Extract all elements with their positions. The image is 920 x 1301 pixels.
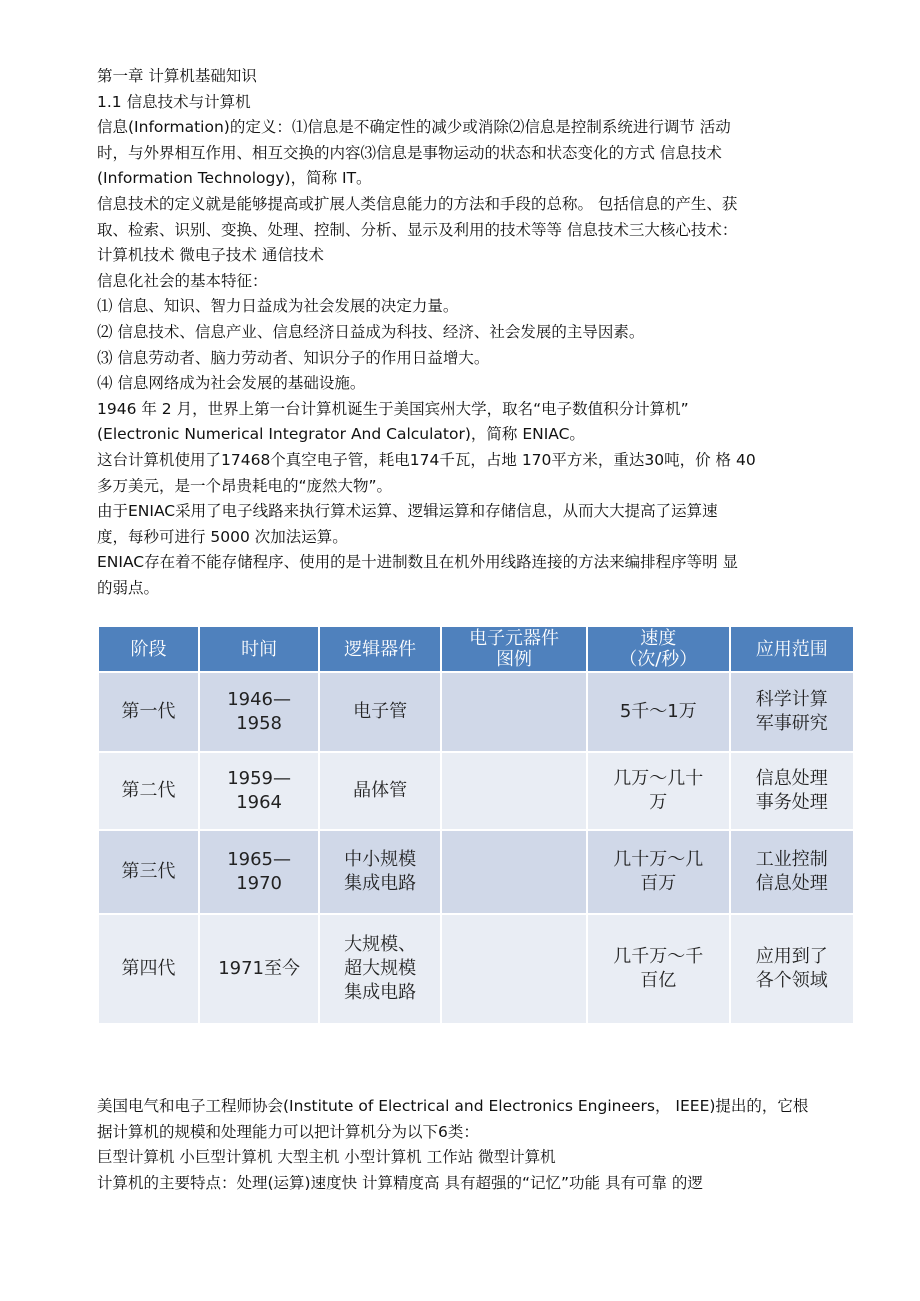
paragraph-line: 1.1 信息技术与计算机 bbox=[97, 92, 251, 111]
paragraph-line: 1946 年 2 月，世界上第一台计算机诞生于美国宾州大学，取名“电子数值积分计算机” bbox=[97, 399, 689, 418]
table-cell: 工业控制 信息处理 bbox=[731, 831, 853, 913]
paragraph-line: 信息化社会的基本特征： bbox=[97, 271, 268, 290]
paragraph-line: ⑶ 信息劳动者、脑力劳动者、知识分子的作用日益增大。 bbox=[97, 348, 490, 367]
paragraph-line: 的弱点。 bbox=[97, 578, 160, 597]
paragraph-line: 信息技术的定义就是能够提高或扩展人类信息能力的方法和手段的总称。 包括信息的产生、获 bbox=[97, 194, 738, 213]
table-cell: 5千～1万 bbox=[588, 673, 729, 751]
table-header-cell: 时间 bbox=[200, 627, 318, 671]
paragraph-line: ⑷ 信息网络成为社会发展的基础设施。 bbox=[97, 374, 366, 393]
table-cell: 晶体管 bbox=[320, 753, 440, 829]
table-cell: 1959— 1964 bbox=[200, 753, 318, 829]
table-cell: 第二代 bbox=[99, 753, 198, 829]
paragraph-line: ⑵ 信息技术、信息产业、信息经济日益成为科技、经济、社会发展的主导因素。 bbox=[97, 322, 645, 341]
table-cell: 信息处理 事务处理 bbox=[731, 753, 853, 829]
table-cell: 几万～几十 万 bbox=[588, 753, 729, 829]
paragraph-line: 据计算机的规模和处理能力可以把计算机分为以下6类： bbox=[97, 1122, 479, 1141]
paragraph-line: ENIAC存在着不能存储程序、使用的是十进制数且在机外用线路连接的方法来编排程序等明 显 bbox=[97, 553, 739, 572]
computer-generations-table bbox=[97, 625, 855, 1025]
paragraph-line: 时，与外界相互作用、相互交换的内容⑶信息是事物运动的状态和状态变化的方式 信息技术 bbox=[97, 143, 722, 162]
paragraph-line: 美国电气和电子工程师协会(Institute of Electrical and Electronics Engineers， IEEE)提出的，它根 bbox=[97, 1097, 809, 1115]
table-cell: 几千万～千 百亿 bbox=[588, 915, 729, 1023]
paragraph-line: 由于ENIAC采用了电子线路来执行算术运算、逻辑运算和存储信息，从而大大提高了运算速 bbox=[97, 502, 718, 521]
paragraph-line: (Electronic Numerical Integrator And Calculator)，简称 ENIAC。 bbox=[97, 425, 585, 444]
table-cell bbox=[442, 915, 586, 1023]
table-header-cell: 应用范围 bbox=[731, 627, 853, 671]
paragraph-line: 取、检索、识别、变换、处理、控制、分析、显示及利用的技术等等 信息技术三大核心技术： bbox=[97, 220, 738, 239]
table-header-cell: 逻辑器件 bbox=[320, 627, 440, 671]
table-cell bbox=[442, 753, 586, 829]
paragraph-line: 多万美元，是一个昂贵耗电的“庞然大物”。 bbox=[97, 476, 393, 495]
table-header-cell: 速度 （次/秒） bbox=[588, 627, 729, 671]
table-row bbox=[99, 831, 853, 913]
table-cell: 1971至今 bbox=[200, 915, 318, 1023]
paragraph-line: 度，每秒可进行 5000 次加法运算。 bbox=[97, 527, 348, 546]
table-header-cell: 电子元器件 图例 bbox=[442, 627, 586, 671]
table-row bbox=[99, 673, 853, 751]
table-header-cell: 阶段 bbox=[99, 627, 198, 671]
paragraph-line: 这台计算机使用了17468个真空电子管，耗电174千瓦，占地 170平方米，重达30吨，价 格 40 bbox=[97, 450, 756, 469]
table-cell: 第一代 bbox=[99, 673, 198, 751]
table-cell bbox=[442, 673, 586, 751]
table-cell bbox=[442, 831, 586, 913]
paragraph-line: 计算机技术 微电子技术 通信技术 bbox=[97, 246, 324, 265]
paragraph-line: (Information Technology)，简称 IT。 bbox=[97, 169, 372, 188]
table-row bbox=[99, 753, 853, 829]
table-cell: 科学计算 军事研究 bbox=[731, 673, 853, 751]
paragraph-line: 第一章 计算机基础知识 bbox=[97, 67, 257, 85]
table-cell: 中小规模 集成电路 bbox=[320, 831, 440, 913]
table-cell: 大规模、 超大规模 集成电路 bbox=[320, 915, 440, 1023]
paragraph-line: 巨型计算机 小巨型计算机 大型主机 小型计算机 工作站 微型计算机 bbox=[97, 1148, 556, 1167]
paragraph-line: 计算机的主要特点：处理(运算)速度快 计算精度高 具有超强的“记忆”功能 具有可靠 的逻 bbox=[97, 1173, 703, 1192]
table-cell: 1965— 1970 bbox=[200, 831, 318, 913]
table-cell: 第三代 bbox=[99, 831, 198, 913]
body-text bbox=[97, 64, 827, 601]
table-cell: 几十万～几 百万 bbox=[588, 831, 729, 913]
table-cell: 电子管 bbox=[320, 673, 440, 751]
paragraph-line: 信息(Information)的定义：⑴信息是不确定性的减少或消除⑵信息是控制系统进行调节 活动 bbox=[97, 118, 731, 137]
table-cell: 应用到了 各个领域 bbox=[731, 915, 853, 1023]
table-cell: 1946— 1958 bbox=[200, 673, 318, 751]
table-row bbox=[99, 915, 853, 1023]
body-text-2 bbox=[97, 1094, 837, 1196]
table-cell: 第四代 bbox=[99, 915, 198, 1023]
paragraph-line: ⑴ 信息、知识、智力日益成为社会发展的决定力量。 bbox=[97, 297, 459, 316]
